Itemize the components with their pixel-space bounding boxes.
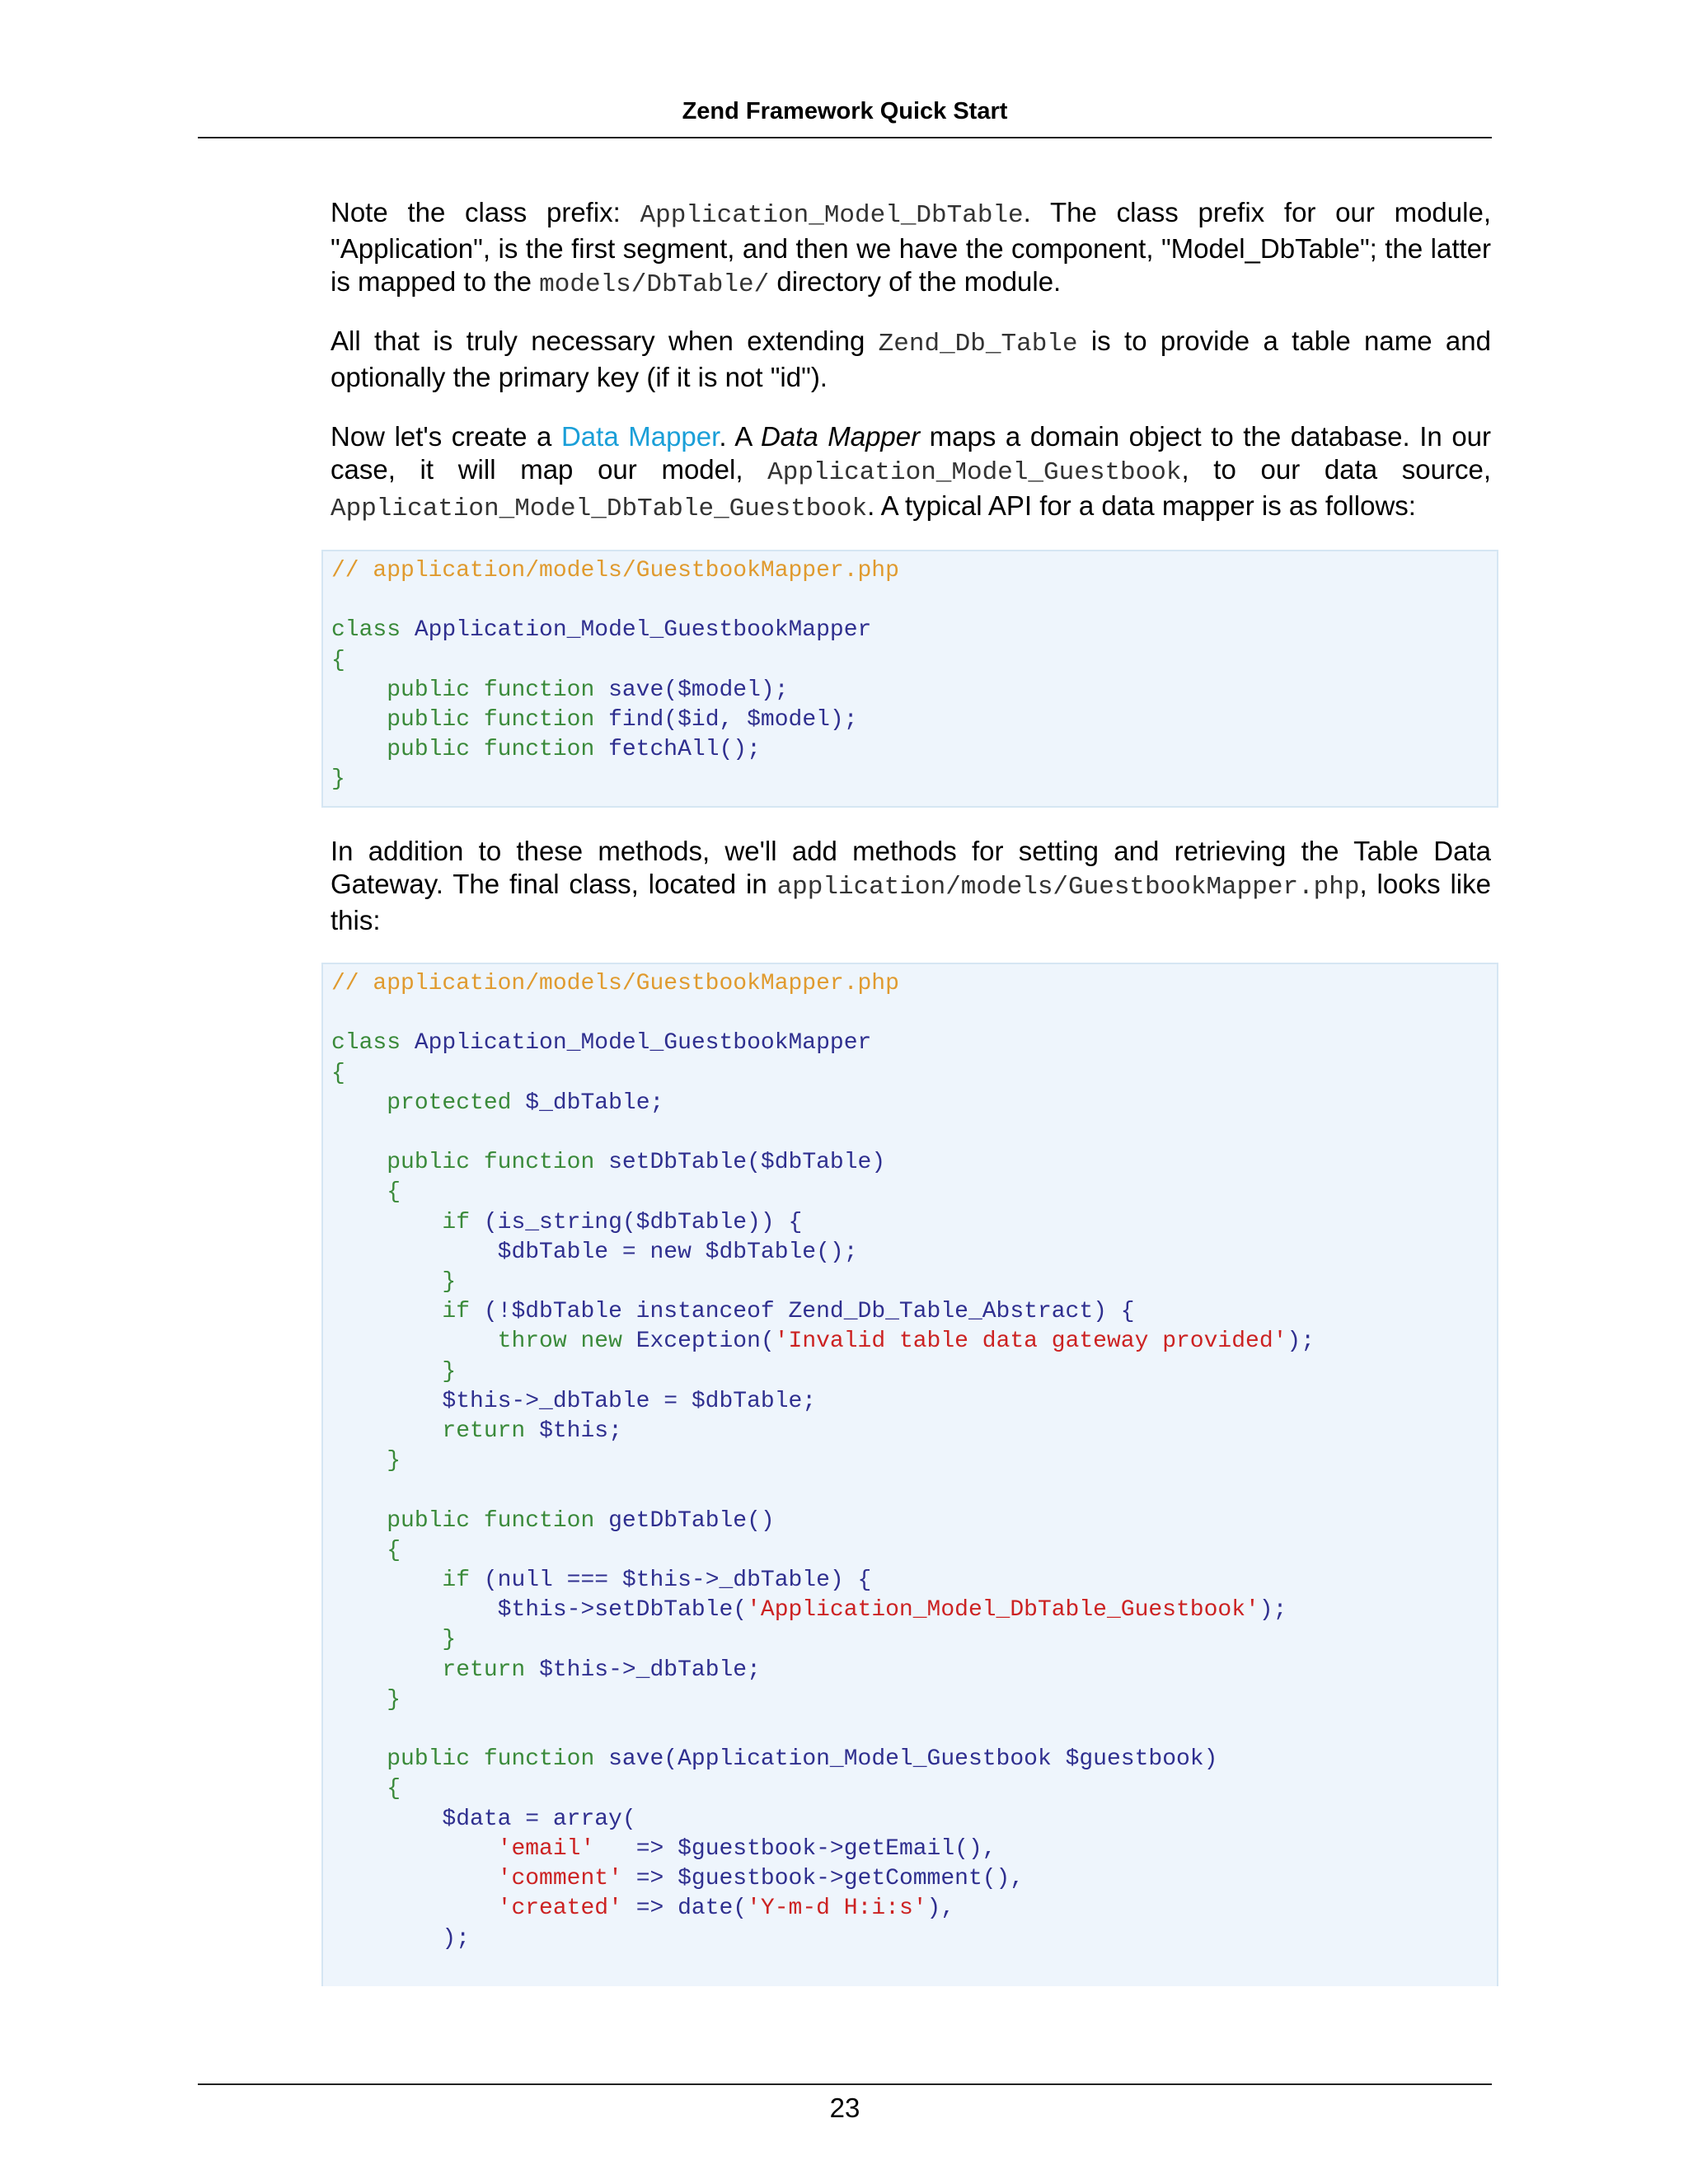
code-block-mapper-api: // application/models/GuestbookMapper.php class Application_Model_GuestbookMapper { public function save($model); public function find($id, $model); public function fetchAll(); } [321,550,1498,808]
page-number: 23 [829,2093,860,2123]
inline-code: Application_Model_DbTable_Guestbook [331,494,868,523]
inline-code: application/models/GuestbookMapper.php [776,873,1360,902]
code-block-mapper-class: // application/models/GuestbookMapper.php class Application_Model_GuestbookMapper { protected $_dbTable; public function setDbTable($dbTable) { if (is_string($dbTable)) { $dbTable = new $dbTable(); } if (!$dbTable instanceof Zend_Db_Table_Abstract) { throw new Exception('Invalid table data gateway provided'); } $this->_dbTable = $dbTable; return $this; } public function getDbTable() { if (null === $this->_dbTable) { $this->setDbTable('Application_Model_DbTable_Guestbook'); } return $this->_dbTable; } public function save(Application_Model_Guestbook $guestbook) { $data = array( 'email' => $guestbook->getEmail(), 'comment' => $guestbook->getComment(), 'created' => date('Y-m-d H:i:s'), ); [321,963,1498,1986]
inline-code: Application_Model_DbTable [640,201,1024,230]
paragraph-data-mapper: Now let's create a Data Mapper. A Data Mapper maps a domain object to the database. In our case, it will map our model, Application_Model_Guestbook, to our data source, Application_Model_DbTable_Guestbook. A typical API for a data mapper is as follows: [331,421,1492,523]
footer-rule [198,2083,1492,2085]
paragraph-zend-db-table: All that is truly necessary when extending Zend_Db_Table is to provide a table name and optionally the primary key (if it is not "id"). [331,326,1491,392]
paragraph-final-class: In addition to these methods, we'll add methods for setting and retrieving the Table Data Gateway. The final class, located in application/models/GuestbookMapper.php, looks like this: [331,836,1491,935]
inline-code: Zend_Db_Table [878,330,1078,359]
page-header: Zend Framework Quick Start [682,98,1008,124]
inline-code: Application_Model_Guestbook [767,458,1182,487]
header-rule [198,137,1492,138]
data-mapper-link[interactable]: Data Mapper [560,421,720,452]
paragraph-class-prefix: Note the class prefix: Application_Model_DbTable. The class prefix for our module, "Application", is the first segment, and then we have the component, "Model_DbTable"; the latter is mapped to the models/DbTable/ directory of the module. [331,197,1491,299]
inline-code: models/DbTable/ [539,270,770,299]
